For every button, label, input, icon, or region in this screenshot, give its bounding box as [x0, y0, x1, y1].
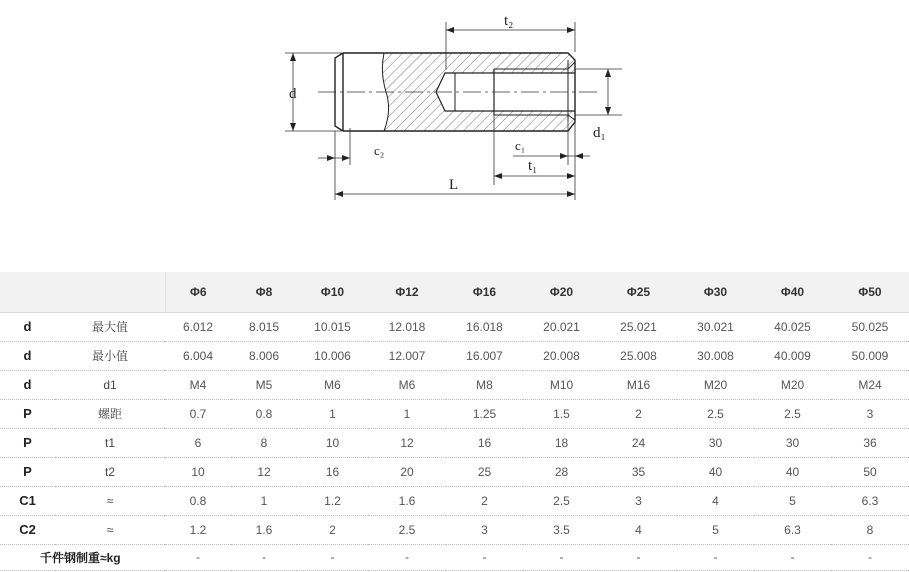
table-cell: 24: [600, 428, 677, 457]
table-cell: -: [831, 544, 909, 570]
table-cell: 12: [368, 428, 446, 457]
table-cell: 50: [831, 457, 909, 486]
row-symbol: d: [0, 370, 55, 399]
table-cell: 5: [754, 486, 831, 515]
label-c2: c₂: [374, 143, 385, 158]
table-cell: M4: [165, 370, 231, 399]
table-cell: -: [231, 544, 297, 570]
column-header: Φ30: [677, 272, 754, 312]
table-cell: 8: [831, 515, 909, 544]
table-cell: 30.021: [677, 312, 754, 341]
table-cell: 25.008: [600, 341, 677, 370]
table-cell: 16.007: [446, 341, 523, 370]
row-symbol: P: [0, 428, 55, 457]
table-cell: 16: [446, 428, 523, 457]
table-cell: 2.5: [523, 486, 600, 515]
column-header: Φ6: [165, 272, 231, 312]
table-cell: -: [297, 544, 368, 570]
table-cell: M6: [297, 370, 368, 399]
weight-row: [0, 544, 909, 570]
table-cell: 2.5: [677, 399, 754, 428]
column-header: Φ20: [523, 272, 600, 312]
table-cell: 3: [446, 515, 523, 544]
weight-row-label: 千件钢制重≈kg: [0, 544, 165, 570]
table-row: [0, 341, 909, 370]
table-cell: 40: [677, 457, 754, 486]
table-cell: 6.3: [754, 515, 831, 544]
table-cell: 1.25: [446, 399, 523, 428]
table-cell: 3.5: [523, 515, 600, 544]
table-cell: 10: [297, 428, 368, 457]
column-header: Φ16: [446, 272, 523, 312]
column-header: Φ8: [231, 272, 297, 312]
table-cell: 8.015: [231, 312, 297, 341]
table-cell: 5: [677, 515, 754, 544]
table-cell: 40.009: [754, 341, 831, 370]
table-cell: 1.6: [368, 486, 446, 515]
table-cell: 3: [600, 486, 677, 515]
table-cell: 12.018: [368, 312, 446, 341]
table-cell: 50.009: [831, 341, 909, 370]
table-row: [0, 370, 909, 399]
table-row: [0, 486, 909, 515]
row-label: ≈: [55, 515, 165, 544]
table-cell: M20: [677, 370, 754, 399]
label-c1: c₁: [515, 138, 526, 153]
table-cell: 3: [831, 399, 909, 428]
row-label: 最大值: [55, 312, 165, 341]
table-cell: 6.3: [831, 486, 909, 515]
column-header: Φ40: [754, 272, 831, 312]
table-cell: 20.008: [523, 341, 600, 370]
row-label: ≈: [55, 486, 165, 515]
header-blank-cell: [0, 272, 165, 312]
table-cell: 50.025: [831, 312, 909, 341]
table-cell: M20: [754, 370, 831, 399]
table-cell: 25: [446, 457, 523, 486]
table-cell: 36: [831, 428, 909, 457]
table-cell: 2: [446, 486, 523, 515]
table-cell: 1.6: [231, 515, 297, 544]
row-label: d1: [55, 370, 165, 399]
table-cell: M10: [523, 370, 600, 399]
table-cell: 2.5: [754, 399, 831, 428]
table-cell: 16.018: [446, 312, 523, 341]
table-cell: 10: [165, 457, 231, 486]
table-cell: 18: [523, 428, 600, 457]
table-cell: 30: [754, 428, 831, 457]
table-cell: M24: [831, 370, 909, 399]
table-cell: 1.2: [297, 486, 368, 515]
table-row: [0, 428, 909, 457]
table-cell: 6.004: [165, 341, 231, 370]
dowel-pin-drawing: [0, 0, 909, 272]
row-label: 螺距: [55, 399, 165, 428]
table-cell: 30: [677, 428, 754, 457]
table-cell: 2: [297, 515, 368, 544]
table-cell: 20.021: [523, 312, 600, 341]
table-cell: 16: [297, 457, 368, 486]
row-symbol: P: [0, 457, 55, 486]
table-cell: M6: [368, 370, 446, 399]
table-cell: 2.5: [368, 515, 446, 544]
column-header: Φ10: [297, 272, 368, 312]
table-cell: M16: [600, 370, 677, 399]
table-cell: 1.2: [165, 515, 231, 544]
table-cell: 8.006: [231, 341, 297, 370]
table-cell: -: [523, 544, 600, 570]
table-body: [0, 312, 909, 570]
table-cell: 28: [523, 457, 600, 486]
column-header: Φ50: [831, 272, 909, 312]
label-d1: d₁: [593, 125, 606, 141]
label-t2: t₂: [504, 13, 514, 29]
column-header: Φ25: [600, 272, 677, 312]
table-cell: -: [446, 544, 523, 570]
row-symbol: C2: [0, 515, 55, 544]
table-cell: 4: [600, 515, 677, 544]
table-cell: -: [754, 544, 831, 570]
table-row: [0, 457, 909, 486]
row-symbol: d: [0, 312, 55, 341]
table-cell: 25.021: [600, 312, 677, 341]
table-cell: 35: [600, 457, 677, 486]
spec-table: [0, 272, 909, 571]
table-cell: M5: [231, 370, 297, 399]
table-cell: -: [368, 544, 446, 570]
table-cell: 30.008: [677, 341, 754, 370]
row-symbol: d: [0, 341, 55, 370]
table-cell: 6.012: [165, 312, 231, 341]
table-cell: 6: [165, 428, 231, 457]
table-cell: 20: [368, 457, 446, 486]
table-cell: 40: [754, 457, 831, 486]
column-header: Φ12: [368, 272, 446, 312]
table-cell: 0.7: [165, 399, 231, 428]
label-d: d: [289, 86, 297, 102]
technical-drawing-svg: [0, 0, 909, 272]
table-cell: 2: [600, 399, 677, 428]
row-label: t2: [55, 457, 165, 486]
table-row: [0, 399, 909, 428]
table-cell: -: [677, 544, 754, 570]
table-cell: -: [600, 544, 677, 570]
table-cell: 12.007: [368, 341, 446, 370]
table-row: [0, 515, 909, 544]
table-cell: 0.8: [231, 399, 297, 428]
table-cell: 10.015: [297, 312, 368, 341]
table-header-row: [0, 272, 909, 312]
table-cell: 40.025: [754, 312, 831, 341]
row-label: t1: [55, 428, 165, 457]
row-symbol: P: [0, 399, 55, 428]
table-cell: 1: [297, 399, 368, 428]
row-label: 最小值: [55, 341, 165, 370]
table-row: [0, 312, 909, 341]
table-cell: 10.006: [297, 341, 368, 370]
table-cell: M8: [446, 370, 523, 399]
table-cell: 1: [368, 399, 446, 428]
table-cell: 0.8: [165, 486, 231, 515]
table-cell: 4: [677, 486, 754, 515]
label-L: L: [449, 177, 459, 193]
table-cell: 12: [231, 457, 297, 486]
table-cell: 1.5: [523, 399, 600, 428]
table-cell: 8: [231, 428, 297, 457]
label-t1: t₁: [528, 158, 538, 174]
row-symbol: C1: [0, 486, 55, 515]
table-cell: -: [165, 544, 231, 570]
table-cell: 1: [231, 486, 297, 515]
